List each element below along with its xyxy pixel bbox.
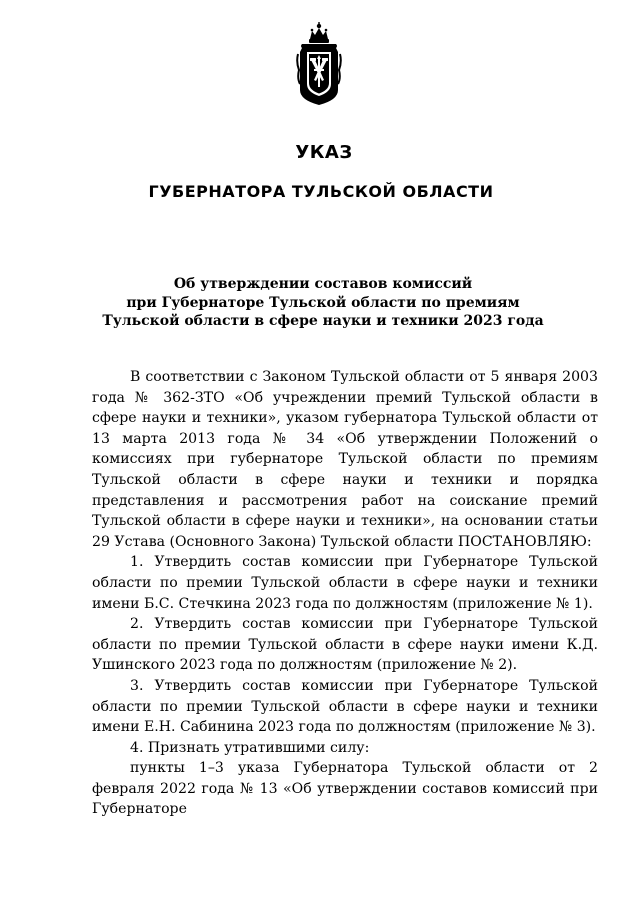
body-paragraph-item-4: 4. Признать утратившими силу: [130,739,370,756]
body-paragraph-item-3: 3. Утвердить состав комиссии при Губернаторе Тульской области по премии Тульской области в сфере науки и техники имени Е.Н. Сабинина 2023 года по должностям (приложение № 3). [92,677,598,736]
subject-line: Об утверждении составов комиссий [173,276,473,292]
subject-line: Тульской области в сфере науки и техники 2023 года [102,313,544,329]
document-subject [100,275,546,331]
coat-of-arms-icon [296,22,342,106]
body-paragraph-item-4-detail: пункты 1–3 указа Губернатора Тульской области от 2 февраля 2022 года № 13 «Об утверждении составов комиссий при Губернаторе [92,760,598,818]
body-paragraph-preamble: В соответствии с Законом Тульской области от 5 января 2003 года № 362-ЗТО «Об учреждении премий Тульской области в сфере науки и техники», указом губернатора Тульской области от 13 марта 2013 года № 34 «Об утверждении Положений о комиссиях при губернаторе Тульской области по премиям Тульской области в сфере науки и техники и порядка представления и рассмотрения работ на соискание премий Тульской области в сфере науки и техники», на основании статьи 29 Устава (Основного Закона) Тульской области ПОСТАНОВЛЯЮ: [92,369,598,550]
body-paragraph-item-2: 2. Утвердить состав комиссии при Губернаторе Тульской области по премии Тульской области в сфере науки имени К.Д. Ушинского 2023 года по должностям (приложение № 2). [92,616,598,674]
document-body [92,367,598,820]
document-subtitle: ГУБЕРНАТОРА ТУЛЬСКОЙ ОБЛАСТИ [148,182,494,201]
subject-line: при Губернаторе Тульской области по премиям [126,294,520,311]
body-paragraph-item-1: 1. Утвердить состав комиссии при Губернаторе Тульской области по премии Тульской области в сфере науки и техники имени Б.С. Стечкина 2023 года по должностям (приложение № 1). [92,554,598,612]
document-title: УКАЗ [295,142,353,163]
